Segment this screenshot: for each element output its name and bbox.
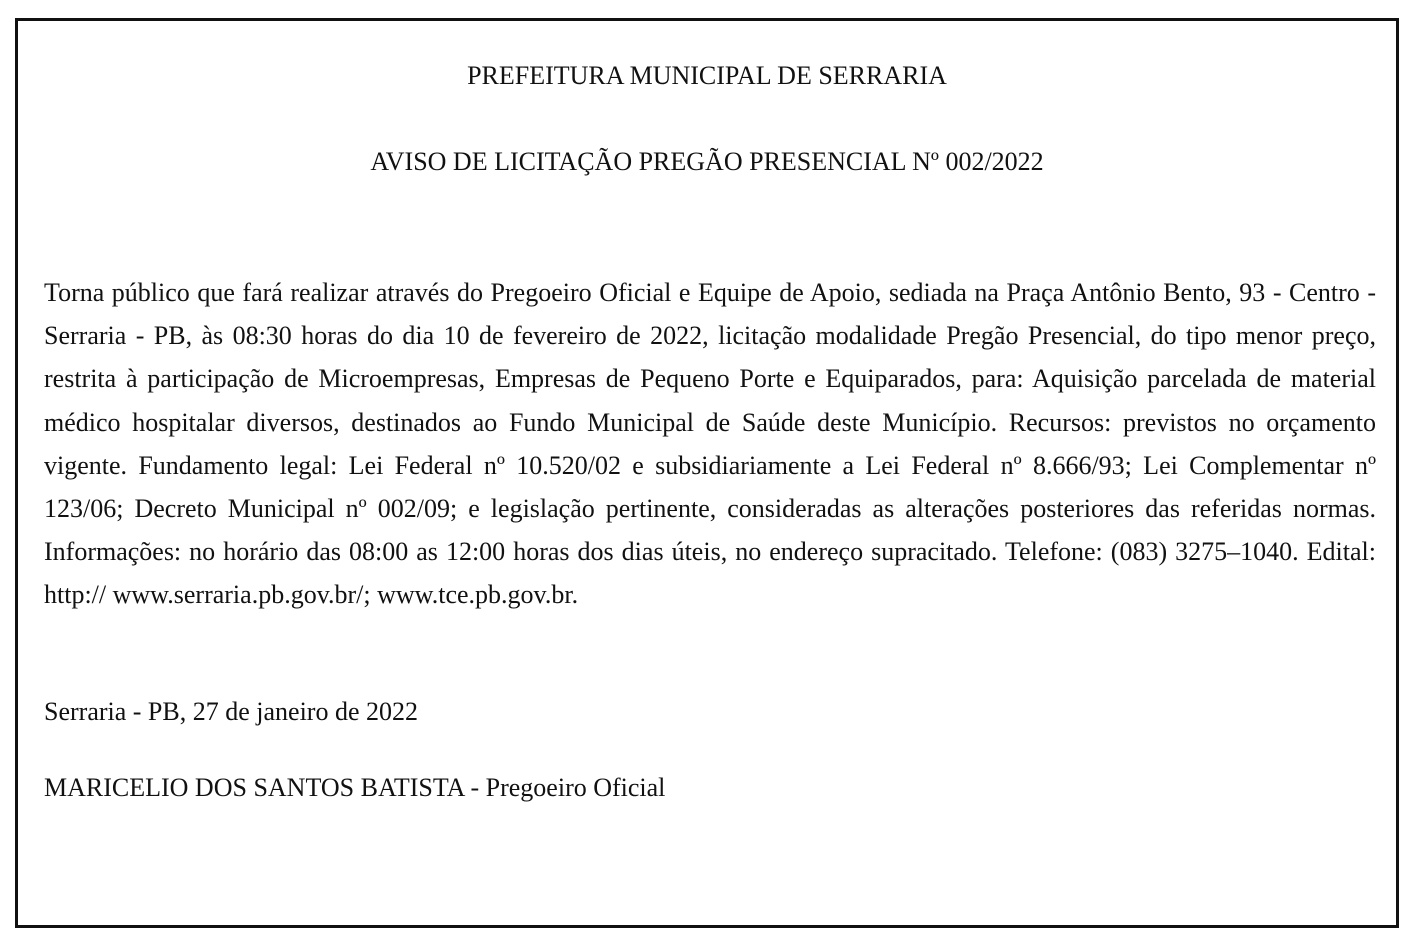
notice-body: Torna público que fará realizar através do Pregoeiro Oficial e Equipe de Apoio, sediada na Praça Antônio Bento, 93 - Centro - Serraria - PB, às 08:30 horas do dia 10 de fevereiro de 2022, licitação modalidade Pregão Presencial, do tipo menor preço, restrita à participação de Microempresas, Empresas de Pequeno Porte e Equiparados, para: Aquisição parcelada de material médico hospitalar diversos, destinados ao Fundo Municipal de Saúde deste Município. Recursos: previstos no orçamento vigente. Fundamento legal: Lei Federal nº 10.520/02 e subsidiariamente a Lei Federal nº 8.666/93; Lei Complementar nº 123/06; Decreto Municipal nº 002/09; e legislação pertinente, consideradas as alterações posteriores das referidas normas. Informações: no horário das 08:00 as 12:00 horas dos dias úteis, no endereço supracitado. Telefone: (083) 3275–1040. Edital: http:// www.serraria.pb.gov.br/; www.tce.pb.gov.br. — [44, 278, 1376, 610]
place-date: Serraria - PB, 27 de janeiro de 2022 — [44, 697, 419, 726]
signature-line: MARICELIO DOS SANTOS BATISTA - Pregoeiro Oficial — [44, 773, 666, 802]
agency-title: PREFEITURA MUNICIPAL DE SERRARIA — [467, 61, 947, 90]
notice-title: AVISO DE LICITAÇÃO PREGÃO PRESENCIAL Nº 002/2022 — [370, 147, 1044, 176]
notice-frame — [15, 18, 1399, 928]
